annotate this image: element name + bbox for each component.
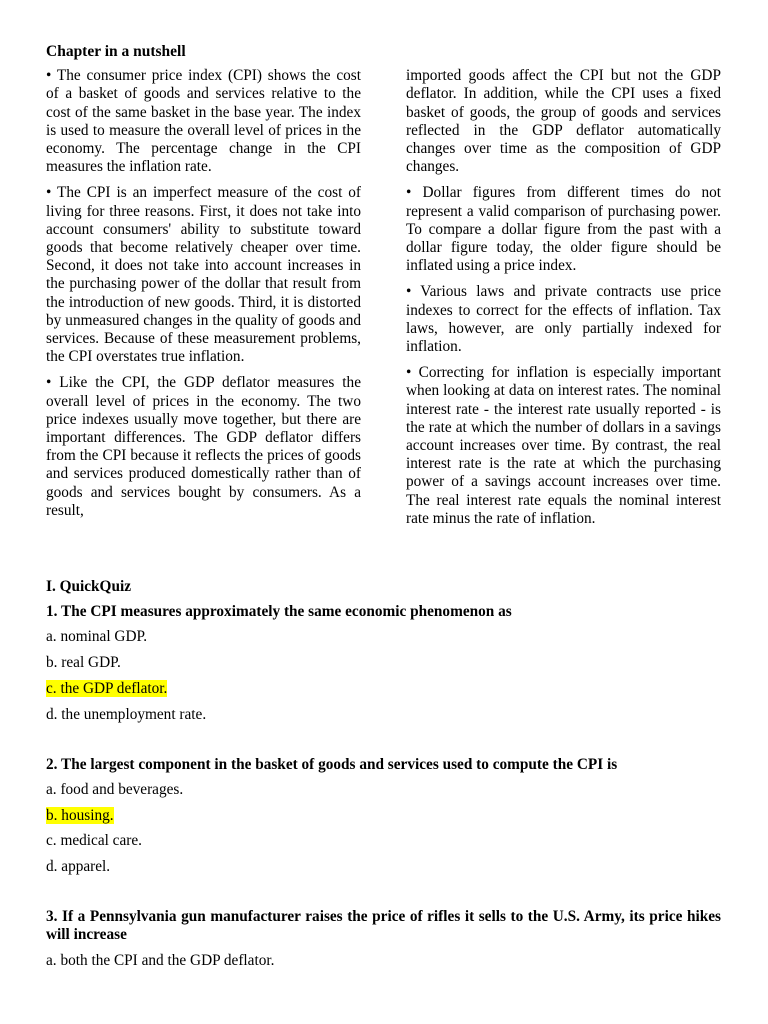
question-text: 3. If a Pennsylvania gun manufacturer raises the price of rifles it sells to the U.S. Army, its price hikes will increase (46, 908, 721, 944)
option-c: c. medical care. (46, 832, 142, 850)
two-column-text (46, 67, 721, 536)
quiz-title: I. QuickQuiz (46, 578, 131, 595)
highlighted-answer: b. housing. (46, 806, 114, 824)
answer-option (46, 781, 721, 799)
answer-option (46, 706, 721, 724)
option-d: d. apparel. (46, 858, 111, 876)
question-1 (46, 603, 721, 724)
summary-paragraph: • Dollar figures from different times do not represent a valid comparison of purchasing power. To compare a dollar figure from the past with a dollar figure today, the older figure should be inflated using a price index. (406, 184, 721, 275)
answer-option (46, 654, 721, 672)
summary-paragraph: • The consumer price index (CPI) shows the cost of a basket of goods and services relative to the cost of the same basket in the base year. The index is used to measure the overall level of prices in the economy. The percentage change in the CPI measures the inflation rate. (46, 67, 361, 176)
answer-option (46, 832, 721, 850)
option-a: a. both the CPI and the GDP deflator. (46, 951, 275, 969)
question-text: 2. The largest component in the basket of goods and services used to compute the CPI is (46, 755, 618, 773)
option-d: d. the unemployment rate. (46, 705, 207, 723)
question-text: 1. The CPI measures approximately the same economic phenomenon as (46, 603, 512, 620)
answer-option (46, 952, 721, 970)
question-2 (46, 756, 721, 877)
option-a: a. nominal GDP. (46, 628, 148, 646)
summary-paragraph: • Various laws and private contracts use price indexes to correct for the effects of inflation. Tax laws, however, are only partially indexed for inflation. (406, 283, 721, 356)
summary-paragraph: • Correcting for inflation is especially important when looking at data on interest rates. The nominal interest rate - the interest rate usually reported - is the rate at which the number of dollars in a savings account increases over time. By contrast, the real interest rate is the rate at which the purchasing power of a savings account increases over time. The real interest rate equals the nominal interest rate minus the rate of inflation. (406, 364, 721, 527)
answer-option (46, 858, 721, 876)
right-column (406, 67, 721, 536)
answer-option (46, 680, 721, 698)
highlighted-answer: c. the GDP deflator. (46, 679, 168, 697)
option-b: b. real GDP. (46, 654, 121, 671)
answer-option (46, 807, 721, 825)
left-column (46, 67, 361, 536)
chapter-summary (46, 43, 721, 536)
summary-paragraph: • The CPI is an imperfect measure of the cost of living for three reasons. First, it does not take into account consumers' ability to substitute toward goods that become relatively cheaper over time. Second, it does not take into account increases in the purchasing power of the dollar that result from the introduction of new goods. Third, it is distorted by unmeasured changes in the quality of goods and services. Because of these measurement problems, the CPI overstates true inflation. (46, 184, 361, 366)
summary-paragraph: imported goods affect the CPI but not the GDP deflator. In addition, while the CPI uses a fixed basket of goods, the group of goods and services reflected in the GDP deflator automatically changes over time as the composition of GDP changes. (406, 67, 721, 176)
summary-paragraph: • Like the CPI, the GDP deflator measures the overall level of prices in the economy. The two price indexes usually move together, but there are important differences. The GDP deflator differs from the CPI because it reflects the prices of goods and services produced domestically rather than of goods and services bought by consumers. As a result, (46, 374, 361, 519)
chapter-title: Chapter in a nutshell (46, 43, 186, 60)
question-3 (46, 908, 721, 969)
quick-quiz (46, 578, 721, 1002)
answer-option (46, 628, 721, 646)
option-a: a. food and beverages. (46, 780, 184, 798)
